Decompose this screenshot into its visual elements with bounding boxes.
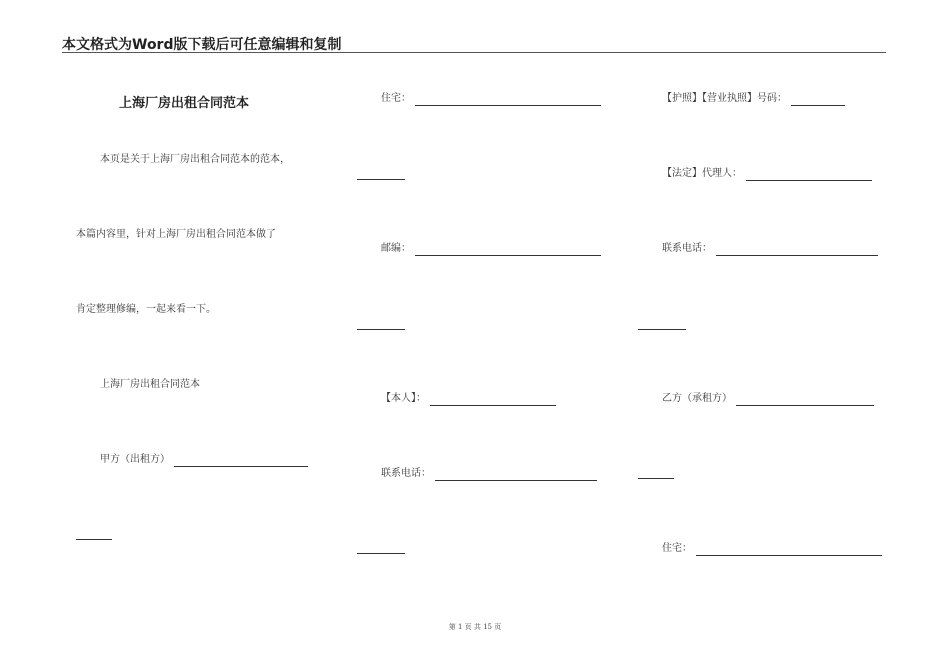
legal-rep-label: 【法定】代理人： <box>662 168 742 179</box>
phone-blank-a[interactable] <box>435 469 597 481</box>
address-field-b <box>662 542 882 556</box>
person-blank[interactable] <box>430 394 556 406</box>
phone-label-a: 联系电话： <box>381 468 431 479</box>
address-continuation-blank-a[interactable] <box>357 179 405 180</box>
postcode-blank[interactable] <box>415 244 601 256</box>
party-b-label: 乙方（承租方） <box>662 393 732 404</box>
phone-continuation-blank-a[interactable] <box>357 553 405 554</box>
postcode-continuation-blank[interactable] <box>357 329 405 330</box>
phone-field-b <box>662 242 878 256</box>
intro-line-1: 本页是关于上海厂房出租合同范本的范本， <box>100 154 290 165</box>
column-3 <box>638 0 886 672</box>
document-title: 上海厂房出租合同范本 <box>119 96 250 111</box>
section-title: 上海厂房出租合同范本 <box>100 379 200 390</box>
party-b-blank[interactable] <box>736 394 874 406</box>
phone-blank-b[interactable] <box>716 244 878 256</box>
address-blank-b[interactable] <box>696 544 882 556</box>
party-a-continuation-blank[interactable] <box>76 539 112 540</box>
passport-label: 【护照】【营业执照】号码： <box>662 93 787 104</box>
person-field <box>381 392 556 406</box>
address-field-a <box>381 92 601 106</box>
postcode-field <box>381 242 601 256</box>
phone-field-a <box>381 467 597 481</box>
page-number: 第 1 页 共 15 页 <box>448 623 502 631</box>
address-label-a: 住宅： <box>381 93 411 104</box>
column-2 <box>357 0 605 672</box>
page-footer <box>0 622 950 632</box>
person-label: 【本人】： <box>381 393 426 404</box>
party-b-continuation-blank[interactable] <box>638 478 674 479</box>
legal-rep-blank[interactable] <box>746 169 872 181</box>
legal-rep-field <box>662 167 872 181</box>
address-blank-a[interactable] <box>415 94 601 106</box>
intro-line-2: 本篇内容里，针对上海厂房出租合同范本做了 <box>76 229 276 240</box>
intro-line-3: 肯定整理修编，一起来看一下。 <box>76 304 216 315</box>
address-label-b: 住宅： <box>662 543 692 554</box>
party-a-blank[interactable] <box>174 455 308 467</box>
party-a-field <box>100 453 308 467</box>
phone-label-b: 联系电话： <box>662 243 712 254</box>
column-1 <box>76 0 324 672</box>
phone-continuation-blank-b[interactable] <box>638 329 686 330</box>
party-b-field <box>662 392 874 406</box>
postcode-label: 邮编： <box>381 243 411 254</box>
passport-field <box>662 92 845 106</box>
header-title: 本文格式为Word版下载后可任意编辑和复制 <box>62 37 342 53</box>
passport-blank[interactable] <box>791 94 845 106</box>
party-a-label: 甲方（出租方） <box>100 454 170 465</box>
